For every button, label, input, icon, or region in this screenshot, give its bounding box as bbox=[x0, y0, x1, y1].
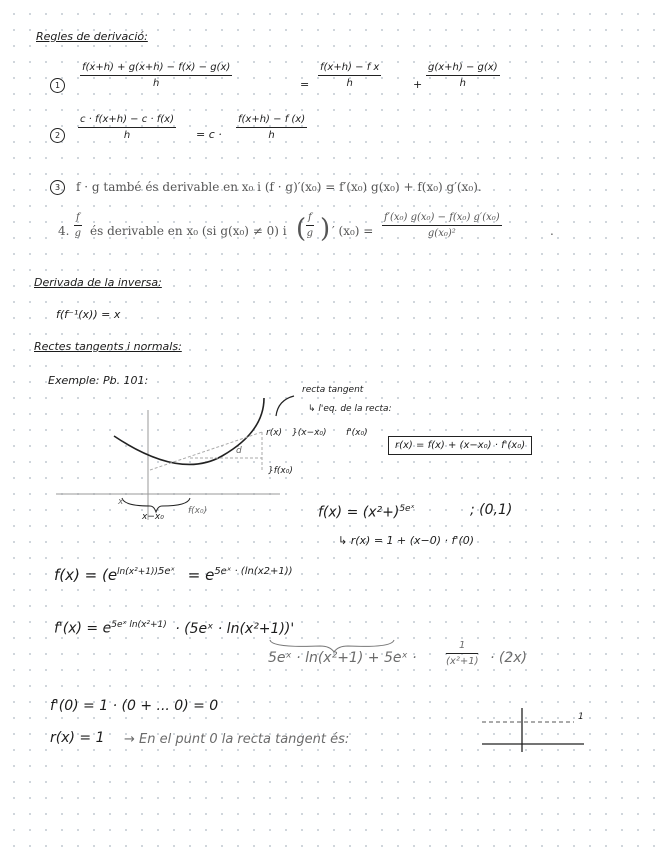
rule4-prime: ′ (x₀) = bbox=[332, 224, 374, 238]
rule4-number: 4. bbox=[58, 224, 70, 238]
rule1-lhs-denominator: h bbox=[152, 78, 160, 89]
rule1-a-numerator: f(x+h) − f x bbox=[318, 62, 381, 76]
example-conclusion: → En el punt 0 la recta tangent és: bbox=[124, 732, 350, 747]
example-point: ; (0,1) bbox=[470, 502, 513, 518]
example-fprime: $f'(x) = e^{5eˣ ln(x^2+1)}$ · (5eˣ · ln(x²+1))' bbox=[54, 620, 295, 637]
title-rules: Regles de derivació: bbox=[36, 30, 148, 43]
graph-label-x: x bbox=[118, 497, 124, 507]
title-inverse: Derivada de la inversa: bbox=[34, 276, 162, 289]
inverse-formula: f(f⁻¹(x)) = x bbox=[56, 308, 121, 321]
example-f0: f'(0) = 1 · (0 + ... 0) = 0 bbox=[50, 698, 219, 714]
mini-graph-label: 1 bbox=[578, 712, 584, 722]
rule2-lhs-numerator: c · f(x+h) − c · f(x) bbox=[78, 114, 176, 128]
rule3-number: 3 bbox=[50, 180, 65, 195]
rule2-number: 2 bbox=[50, 128, 65, 143]
example-expansion-end: · (2x) bbox=[490, 650, 528, 666]
rule4-f-over-g: $\frac{f}{g}$ bbox=[74, 212, 82, 239]
example-label: Exemple: Pb. 101: bbox=[48, 374, 149, 387]
graph-label-recta-tangent: recta tangent bbox=[302, 385, 364, 395]
rule2-rhs-numerator: f(x+h) − f (x) bbox=[236, 114, 307, 128]
title-tangent: Rectes tangents i normals: bbox=[34, 340, 182, 353]
example-f-def: $f(x) = (x^2+)^{5eˣ}$ bbox=[318, 504, 415, 521]
rule2-rhs-denominator: h bbox=[268, 130, 275, 141]
graph-label-fx0-right: }f(x₀) bbox=[268, 466, 293, 476]
graph-label-x-minus-x0: }(x−x₀) bbox=[292, 428, 327, 438]
graph-label-rx: r(x) bbox=[266, 428, 283, 438]
example-f-exp: $f(x) = (e^{ln(x^2+1))5eˣ} = e^{5eˣ \cdot (ln(x2+1))}$ bbox=[54, 566, 293, 584]
rule4-text: és derivable en x₀ (si g(x₀) ≠ 0) i bbox=[90, 224, 287, 238]
rule4-paren-close: ) bbox=[320, 214, 331, 244]
graph-label-d: d bbox=[236, 446, 242, 456]
rule1-b-numerator: g(x+h) − g(x) bbox=[426, 62, 500, 76]
rule1-equals: = bbox=[300, 78, 310, 91]
rule1-b-denominator: h bbox=[459, 78, 466, 89]
rule4-paren-fraction: $\frac{f}{g}$ bbox=[306, 212, 314, 239]
rule1-lhs-numerator: f(x+h) + g(x+h) − f(x) − g(x) bbox=[80, 62, 232, 76]
graph-label-x-minus-x0-under: x−x₀ bbox=[142, 512, 164, 522]
rule4-paren-open: ( bbox=[296, 214, 307, 244]
graph-label-eq-recta: ↳ l'eq. de la recta: bbox=[308, 404, 392, 414]
rule1-number: 1 bbox=[50, 78, 65, 93]
example-expansion-fraction: $\frac{1}{\text{(x²+1)}}$ bbox=[446, 640, 479, 667]
rule4-rhs-fraction: $\frac{\text{f′(x₀) g(x₀) − f(x₀) g′(x₀)}}{\text{g(x₀)²}}$ bbox=[384, 212, 500, 239]
graph-label-fprime-x0: f'(x₀) bbox=[346, 428, 368, 438]
example-r-def: ↳ r(x) = 1 + (x−0) · f'(0) bbox=[338, 534, 475, 547]
rule2-equals: = c · bbox=[196, 128, 222, 141]
example-expansion: 5eˣ · ln(x²+1) + 5eˣ · bbox=[268, 650, 417, 666]
example-r1: r(x) = 1 bbox=[50, 730, 105, 746]
graph-label-fx0-axis: f(x₀) bbox=[188, 506, 208, 516]
rule1-a-denominator: h bbox=[346, 78, 353, 89]
rule4-end: . bbox=[550, 224, 554, 238]
rule1-plus: + bbox=[413, 78, 423, 91]
rule2-lhs-denominator: h bbox=[123, 130, 131, 141]
rule3-text: f · g també és derivable en x₀ i (f · g)′(x₀) = f′(x₀) g(x₀) + f(x₀) g′(x₀). bbox=[76, 180, 482, 194]
tangent-formula-box: r(x) = f(x) + (x−x₀) · f'(x₀) bbox=[388, 436, 532, 455]
